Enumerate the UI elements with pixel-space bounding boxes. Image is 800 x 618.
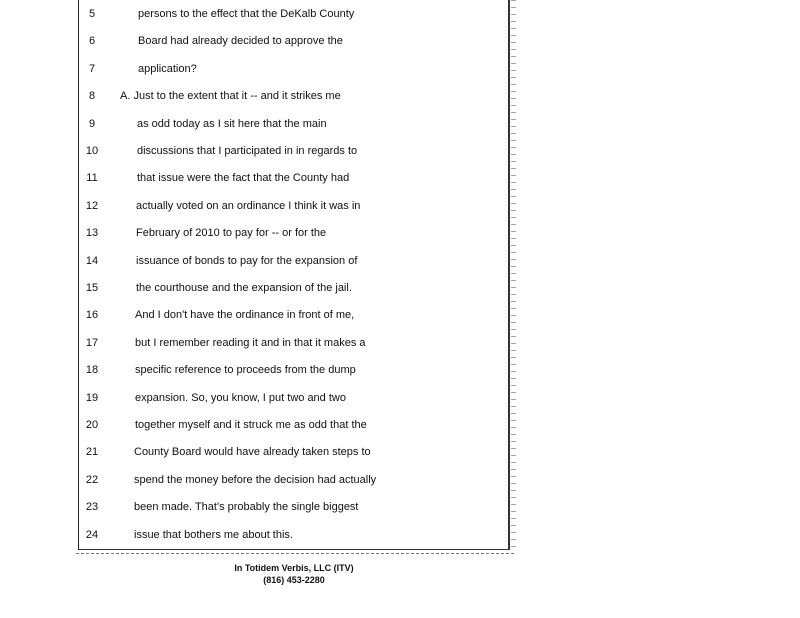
line-number: 22: [85, 473, 99, 486]
page-bottom-edge: [76, 550, 514, 554]
transcript-line: [0, 59, 520, 79]
line-text: A. Just to the extent that it -- and it strikes me: [120, 90, 341, 103]
footer-company: In Totidem Verbis, LLC (ITV): [234, 563, 354, 573]
transcript-line: [0, 305, 520, 325]
footer-phone: (816) 453-2280: [263, 575, 325, 585]
transcript-line: [0, 31, 520, 51]
line-number: 5: [88, 8, 96, 20]
line-text: specific reference to proceeds from the dump: [135, 364, 356, 377]
transcript-line: [0, 223, 520, 243]
line-number: 14: [85, 254, 99, 267]
line-text: the courthouse and the expansion of the jail.: [136, 282, 352, 294]
line-text: that issue were the fact that the County had: [137, 172, 350, 185]
transcript-line: [0, 415, 520, 435]
transcript-line: [0, 497, 520, 517]
line-number: 6: [88, 35, 96, 48]
line-text: Board had already decided to approve the: [138, 35, 343, 48]
line-text: application?: [138, 62, 197, 75]
transcript-line: [0, 114, 520, 134]
line-text: February of 2010 to pay for -- or for the: [136, 227, 327, 240]
line-number: 23: [85, 501, 99, 514]
transcript-line: [0, 196, 520, 216]
line-number: 17: [85, 336, 99, 349]
line-number: 18: [85, 364, 99, 377]
line-text: County Board would have already taken steps to: [134, 446, 371, 459]
line-text: as odd today as I sit here that the main: [137, 117, 327, 130]
line-text: been made. That's probably the single biggest: [134, 501, 359, 514]
transcript-line: [0, 388, 520, 408]
line-number: 15: [85, 282, 99, 294]
transcript-line: [0, 86, 520, 106]
transcript-line: [0, 470, 520, 490]
line-text: And I don't have the ordinance in front of me,: [135, 309, 355, 322]
line-text: spend the money before the decision had actually: [134, 473, 377, 486]
line-number: 21: [85, 446, 99, 459]
line-text: issue that bothers me about this.: [134, 528, 293, 541]
line-number: 13: [85, 227, 99, 240]
line-text: discussions that I participated in in regards to: [137, 145, 358, 157]
transcript-line: [0, 442, 520, 462]
transcript-line: [0, 4, 520, 24]
line-text: expansion. So, you know, I put two and two: [135, 391, 346, 404]
transcript-line: [0, 360, 520, 380]
transcript-line: [0, 525, 520, 545]
line-text: together myself and it struck me as odd that the: [135, 419, 367, 431]
line-number: 24: [85, 528, 99, 541]
line-number: 11: [86, 172, 98, 185]
line-text: issuance of bonds to pay for the expansion of: [136, 254, 358, 267]
transcript-page-border: [78, 0, 510, 550]
line-text: persons to the effect that the DeKalb County: [138, 8, 355, 20]
transcript-line: [0, 168, 520, 188]
line-number: 7: [88, 62, 96, 75]
line-number: 9: [88, 117, 96, 130]
transcript-line: [0, 251, 520, 271]
transcript-line: [0, 141, 520, 161]
line-text: but I remember reading it and in that it makes a: [135, 336, 366, 349]
line-number: 20: [85, 419, 99, 431]
line-number: 19: [85, 391, 99, 404]
transcript-line: [0, 333, 520, 353]
line-number: 16: [85, 309, 99, 322]
line-text: actually voted on an ordinance I think it was in: [136, 199, 361, 212]
line-number: 10: [85, 145, 99, 157]
line-number: 12: [85, 199, 99, 212]
transcript-line: [0, 278, 520, 298]
line-number: 8: [88, 90, 96, 103]
